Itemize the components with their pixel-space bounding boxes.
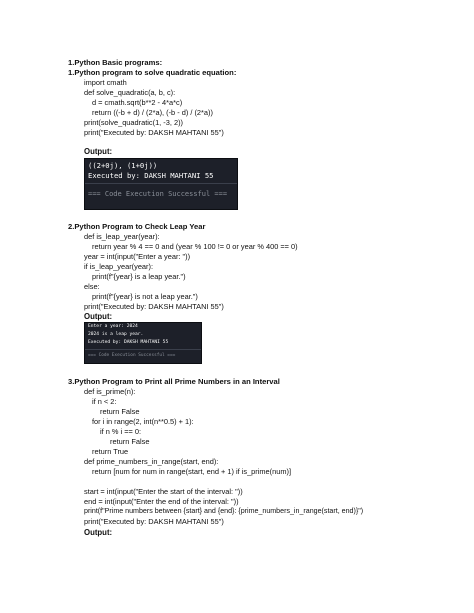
section-2-heading: 2.Python Program to Check Leap Year <box>68 222 206 231</box>
document-heading: 1.Python Basic programs: <box>68 58 163 67</box>
terminal-status: === Code Execution Successful === <box>88 190 228 198</box>
terminal-line: 2024 is a leap year. <box>88 332 144 337</box>
terminal-divider <box>85 183 237 184</box>
output-label: Output: <box>84 312 113 321</box>
terminal-line: ((2+0j), (1+0j)) <box>88 161 158 170</box>
code-line: print("Executed by: DAKSH MAHTANI 55") <box>84 128 224 137</box>
code-line: for i in range(2, int(n**0.5) + 1): <box>92 417 194 426</box>
terminal-line: Executed by: DAKSH MAHTANI 55 <box>88 340 169 345</box>
output-label: Output: <box>84 528 113 537</box>
section-1-heading: 1.Python program to solve quadratic equation: <box>68 68 237 77</box>
code-line: print(solve_quadratic(1, -3, 2)) <box>84 118 183 127</box>
code-line: else: <box>84 282 100 291</box>
terminal-line: Enter a year: 2024 <box>88 324 138 329</box>
section-3-heading: 3.Python Program to Print all Prime Numbers in an Interval <box>68 377 280 386</box>
code-line: import cmath <box>84 78 127 87</box>
code-line: start = int(input("Enter the start of the interval: ")) <box>84 487 243 496</box>
code-line: def is_leap_year(year): <box>84 232 160 241</box>
code-line: if is_leap_year(year): <box>84 262 154 271</box>
code-line: return [num for num in range(start, end + 1) if is_prime(num)] <box>92 467 292 476</box>
code-line: return year % 4 == 0 and (year % 100 != 0 or year % 400 == 0) <box>92 242 298 251</box>
code-line: return False <box>110 437 150 446</box>
terminal-divider <box>85 349 201 350</box>
terminal-output-1 <box>84 158 238 210</box>
code-line: year = int(input("Enter a year: ")) <box>84 252 191 261</box>
terminal-output-2 <box>84 322 202 364</box>
code-line: end = int(input("Enter the end of the interval: ")) <box>84 497 239 506</box>
terminal-status: === Code Execution Successful === <box>88 353 176 358</box>
code-line: def solve_quadratic(a, b, c): <box>84 88 176 97</box>
code-line: return False <box>100 407 140 416</box>
terminal-line: Executed by: DAKSH MAHTANI 55 <box>88 171 214 180</box>
code-line: print("Executed by: DAKSH MAHTANI 55") <box>84 517 224 526</box>
code-line: return True <box>92 447 129 456</box>
code-line: def is_prime(n): <box>84 387 136 396</box>
code-line: print(f"{year} is a leap year.") <box>92 272 186 281</box>
code-line: print(f"{year} is not a leap year.") <box>92 292 198 301</box>
code-line: if n % i == 0: <box>100 427 142 436</box>
code-line: if n < 2: <box>92 397 117 406</box>
code-line: d = cmath.sqrt(b**2 - 4*a*c) <box>92 98 183 107</box>
output-label: Output: <box>84 147 113 156</box>
code-line: print(f"Prime numbers between {start} and {end}: {prime_numbers_in_range(start, end)}") <box>84 507 364 515</box>
code-line: def prime_numbers_in_range(start, end): <box>84 457 219 466</box>
code-line: return ((-b + d) / (2*a), (-b - d) / (2*a)) <box>92 108 213 117</box>
code-line: print("Executed by: DAKSH MAHTANI 55") <box>84 302 224 311</box>
